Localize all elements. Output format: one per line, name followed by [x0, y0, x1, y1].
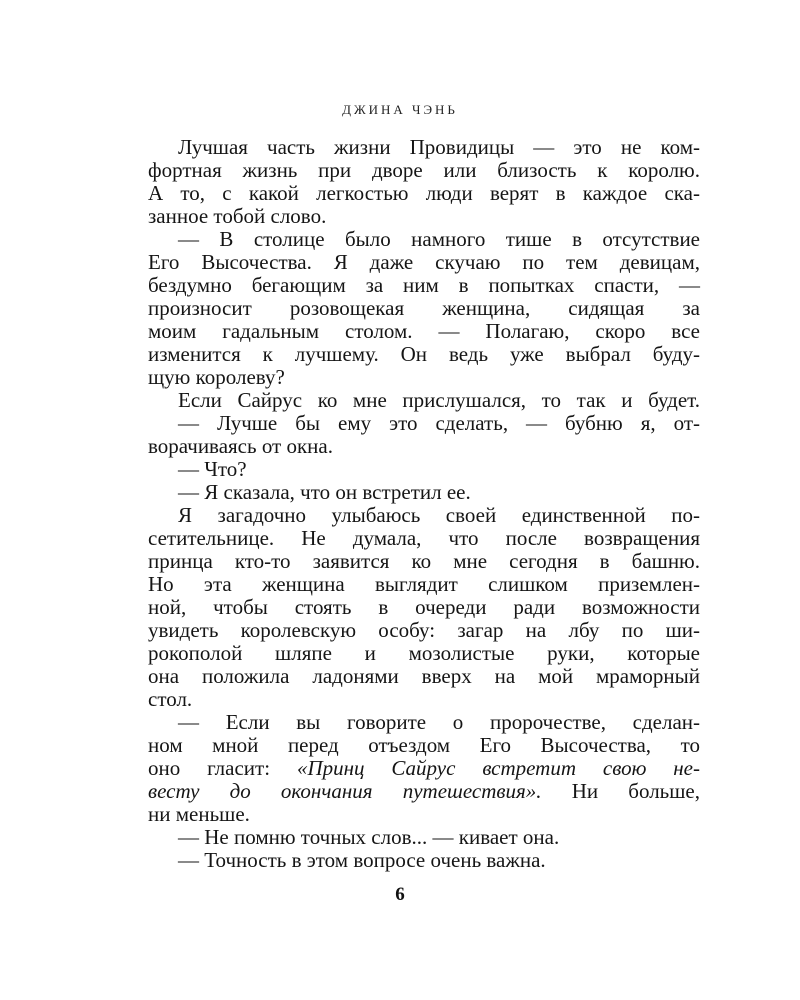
prophecy-quote: весту до окончания путешествия». — [148, 779, 542, 803]
running-head-author: ДЖИНА ЧЭНЬ — [342, 102, 458, 117]
text-line: ворачиваясь от окна. — [148, 434, 333, 458]
body-text — [148, 136, 700, 872]
text-line: фортная жизнь при дворе или близость к королю. — [148, 158, 700, 182]
page-number: 6 — [395, 884, 405, 905]
text-line: — Что? — [178, 457, 247, 481]
text-line: принца кто-то заявится ко мне сегодня в башню. — [148, 549, 700, 573]
text-line: Я загадочно улыбаюсь своей единственной по- — [178, 503, 700, 527]
text-line: Если Сайрус ко мне прислушался, то так и будет. — [178, 388, 700, 412]
prophecy-quote: «Принц Сайрус встретит свою не- — [296, 756, 700, 780]
text-line: занное тобой слово. — [148, 204, 327, 228]
text-line — [148, 780, 700, 803]
text-run: Ни больше, — [541, 779, 700, 803]
text-line: ни меньше. — [148, 802, 250, 826]
text-line: ной, чтобы стоять в очереди ради возможности — [148, 595, 700, 619]
text-line: Лучшая часть жизни Провидицы — это не ком- — [178, 135, 700, 159]
text-line: моим гадальным столом. — Полагаю, скоро все — [148, 319, 700, 343]
text-line: сетительнице. Не думала, что после возвращения — [148, 526, 700, 550]
text-line — [148, 757, 700, 780]
text-line: рокополой шляпе и мозолистые руки, которые — [148, 641, 700, 665]
text-line: — Я сказала, что он встретил ее. — [178, 480, 471, 504]
text-line: — В столице было намного тише в отсутствие — [178, 227, 700, 251]
text-line: увидеть королевскую особу: загар на лбу по ши- — [148, 618, 700, 642]
text-line: ном мной перед отъездом Его Высочества, то — [148, 733, 700, 757]
text-run: оно гласит: — [148, 756, 297, 780]
text-line: — Не помню точных слов... — кивает она. — [178, 825, 560, 849]
text-line: — Лучше бы ему это сделать, — бубню я, от- — [178, 411, 700, 435]
text-line: — Точность в этом вопросе очень важна. — [178, 848, 546, 872]
text-line: произносит розовощекая женщина, сидящая за — [148, 296, 700, 320]
text-line: изменится к лучшему. Он ведь уже выбрал буду- — [148, 342, 700, 366]
text-line: Но эта женщина выглядит слишком приземлен- — [148, 572, 700, 596]
text-line: — Если вы говорите о пророчестве, сделан- — [178, 710, 700, 734]
text-line: Его Высочества. Я даже скучаю по тем девицам, — [148, 250, 700, 274]
text-line: А то, с какой легкостью люди верят в каждое ска- — [148, 181, 700, 205]
text-line: стол. — [148, 687, 193, 711]
text-line: бездумно бегающим за ним в попытках спасти, — — [148, 273, 700, 297]
text-line: она положила ладонями вверх на мой мраморный — [148, 664, 700, 688]
text-line: щую королеву? — [148, 365, 285, 389]
